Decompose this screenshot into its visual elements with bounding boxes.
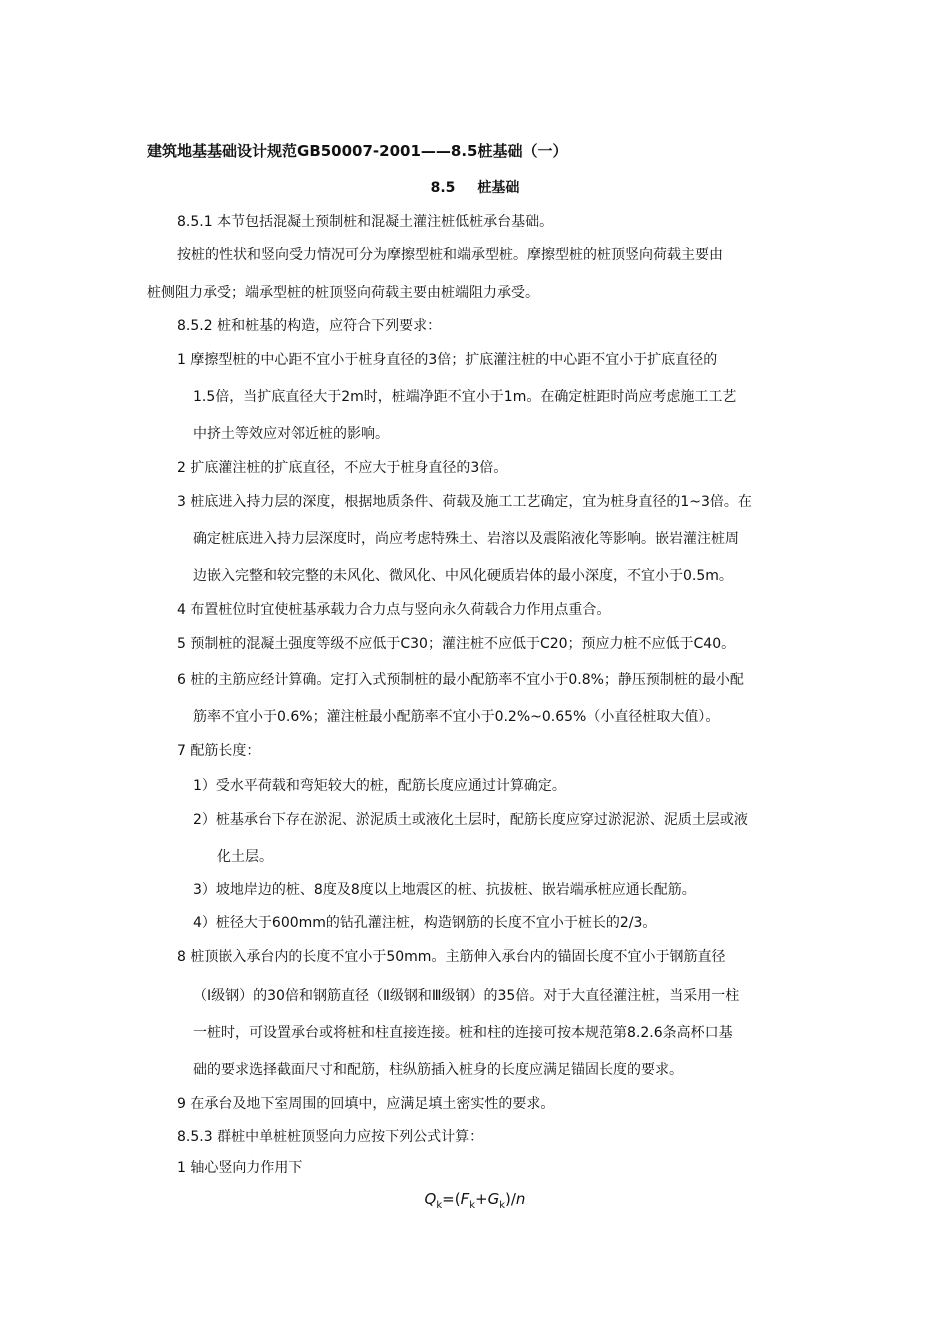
formula-q: Q: [424, 1190, 437, 1208]
text-line: 化土层。: [217, 849, 273, 865]
text-line: 8 桩顶嵌入承台内的长度不宜小于50mm。主筋伸入承台内的锚固长度不宜小于钢筋直径: [177, 949, 726, 965]
text-line: 9 在承台及地下室周围的回填中，应满足填土密实性的要求。: [177, 1096, 555, 1112]
section-name: 桩基础: [477, 180, 520, 196]
text-line: 边嵌入完整和较完整的未风化、微风化、中风化硬质岩体的最小深度，不宜小于0.5m。: [193, 568, 733, 584]
section-heading: [0, 177, 950, 197]
text-line: 6 桩的主筋应经计算确。定打入式预制桩的最小配筋率不宜小于0.8%；静压预制桩的最小配: [177, 672, 744, 688]
text-line: 4）桩径大于600mm的钻孔灌注桩，构造钢筋的长度不宜小于桩长的2/3。: [193, 915, 657, 931]
text-line: 中挤土等效应对邻近桩的影响。: [193, 426, 389, 442]
text-line: 1）受水平荷载和弯矩较大的桩，配筋长度应通过计算确定。: [193, 778, 566, 794]
formula-f-sub: k: [469, 1200, 476, 1211]
text-line: 确定桩底进入持力层深度时，尚应考虑特殊土、岩溶以及震陷液化等影响。嵌岩灌注桩周: [193, 531, 739, 547]
formula-plus: +: [475, 1190, 488, 1208]
text-line: 筋率不宜小于0.6%；灌注桩最小配筋率不宜小于0.2%~0.65%（小直径桩取大值）。: [193, 709, 720, 725]
formula-g: G: [487, 1190, 500, 1208]
text-line: 3 桩底进入持力层的深度，根据地质条件、荷载及施工工艺确定，宜为桩身直径的1~3倍。在: [177, 494, 752, 510]
text-line: 8.5.1 本节包括混凝土预制桩和混凝土灌注桩低桩承台基础。: [177, 214, 554, 230]
formula-eq: =(: [442, 1190, 461, 1208]
text-line: 1.5倍，当扩底直径大于2m时，桩端净距不宜小于1m。在确定桩距时尚应考虑施工工艺: [193, 389, 737, 405]
text-line: 2 扩底灌注桩的扩底直径，不应大于桩身直径的3倍。: [177, 460, 508, 476]
text-line: 5 预制桩的混凝土强度等级不应低于C30；灌注桩不应低于C20；预应力桩不应低于C40。: [177, 636, 736, 652]
formula-g-sub: k: [499, 1200, 506, 1211]
text-line: 1 轴心竖向力作用下: [177, 1160, 303, 1176]
text-line: 按桩的性状和竖向受力情况可分为摩擦型桩和端承型桩。摩擦型桩的桩顶竖向荷载主要由: [177, 247, 723, 263]
text-line: 3）坡地岸边的桩、8度及8度以上地震区的桩、抗拔桩、嵌岩端承桩应通长配筋。: [193, 882, 696, 898]
text-line: 4 布置桩位时宜使桩基承载力合力点与竖向永久荷载合力作用点重合。: [177, 602, 611, 618]
text-line: 2）桩基承台下存在淤泥、淤泥质土或液化土层时，配筋长度应穿过淤泥淤、泥质土层或液: [193, 812, 748, 828]
text-line: 8.5.3 群桩中单桩桩顶竖向力应按下列公式计算：: [177, 1129, 484, 1145]
formula-q-sub: k: [436, 1200, 443, 1211]
formula-n: n: [515, 1190, 526, 1208]
text-line: 7 配筋长度：: [177, 743, 261, 759]
text-line: 1 摩擦型桩的中心距不宜小于桩身直径的3倍；扩底灌注桩的中心距不宜小于扩底直径的: [177, 352, 718, 368]
formula-f: F: [460, 1190, 470, 1208]
text-line: 8.5.2 桩和桩基的构造，应符合下列要求：: [177, 318, 442, 334]
section-number: 8.5: [430, 180, 456, 196]
formula-close: )/: [505, 1190, 516, 1208]
document-title: 建筑地基基础设计规范GB50007-2001——8.5桩基础（一）: [147, 142, 568, 160]
text-line: （Ⅰ级钢）的30倍和钢筋直径（Ⅱ级钢和Ⅲ级钢）的35倍。对于大直径灌注桩，当采用一柱: [193, 988, 740, 1004]
text-line: 一桩时，可设置承台或将桩和柱直接连接。桩和柱的连接可按本规范第8.2.6条高杯口基: [193, 1025, 733, 1041]
text-line: 桩侧阻力承受；端承型桩的桩顶竖向荷载主要由桩端阻力承受。: [147, 285, 539, 301]
formula: [0, 1190, 950, 1211]
text-line: 础的要求选择截面尺寸和配筋，柱纵筋插入桩身的长度应满足锚固长度的要求。: [193, 1062, 683, 1078]
